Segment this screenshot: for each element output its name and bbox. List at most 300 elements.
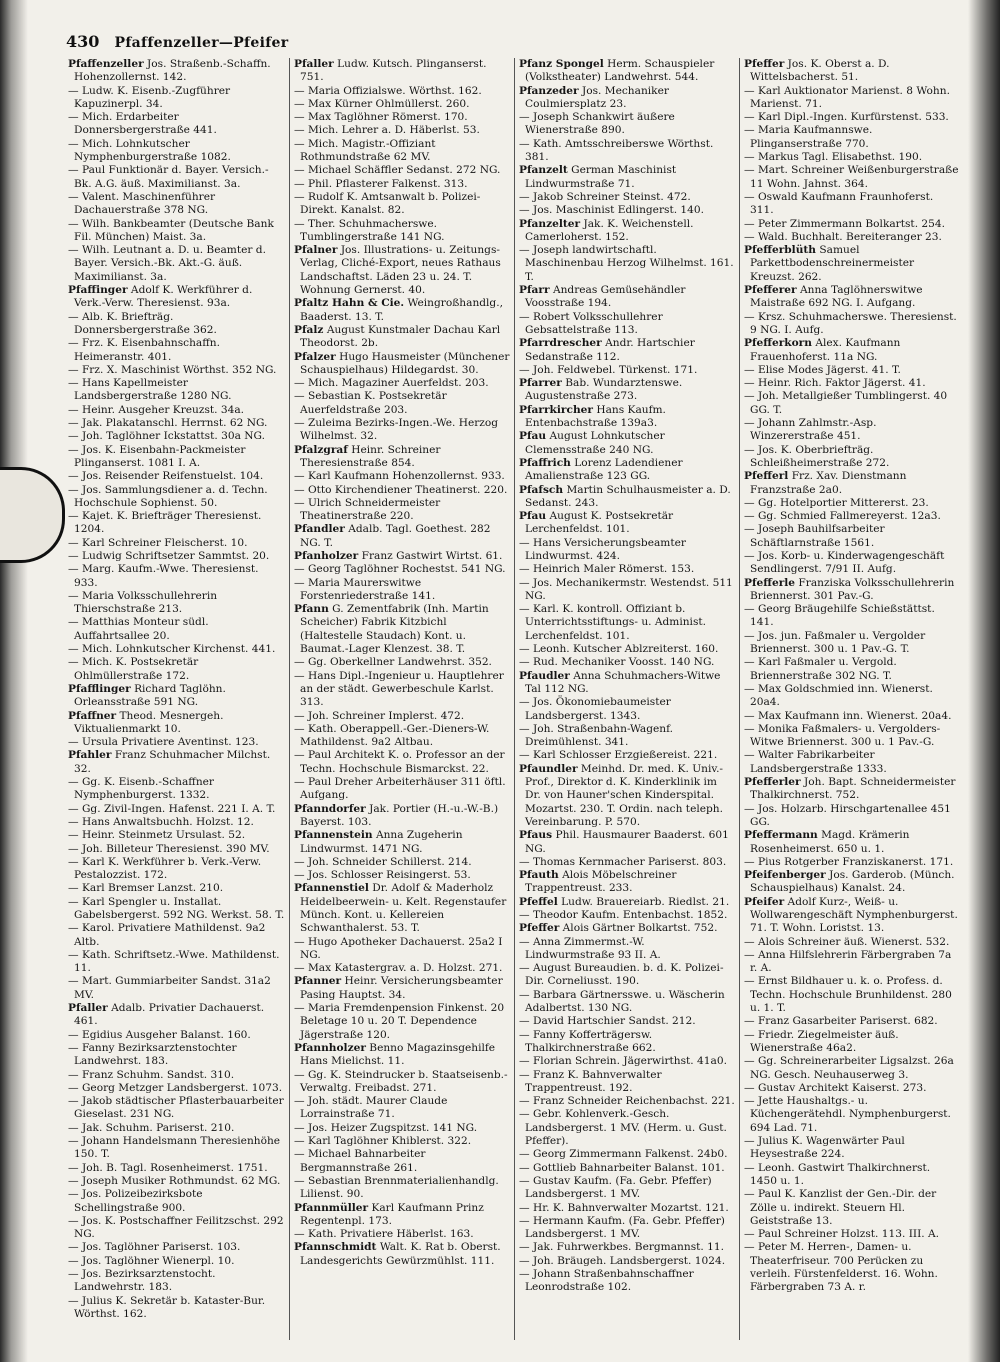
directory-entry bbox=[519, 1095, 735, 1108]
directory-entry bbox=[744, 975, 960, 1015]
entry-surname: Pfaller bbox=[68, 1002, 108, 1015]
entry-surname: Pfefferler bbox=[744, 776, 801, 789]
directory-entry bbox=[68, 1295, 285, 1322]
entry-text: — Barbara Gärtnersswe. u. Wäscherin Adalbertst. 130 NG. bbox=[519, 988, 725, 1015]
entry-text: — Karl K. Werkführer b. Verk.-Verw. Pestalozzist. 172. bbox=[68, 855, 262, 882]
directory-entry bbox=[744, 630, 960, 657]
directory-entry bbox=[68, 1002, 285, 1029]
entry-surname: Pfandler bbox=[294, 523, 345, 536]
directory-entry bbox=[294, 749, 510, 776]
entry-text: — Karl Faßmaler u. Vergold. Briennerstraße 302 NG. T. bbox=[744, 656, 897, 682]
entry-text: — Mich. Lohnkutscher Nymphenburgerstraße 1082. bbox=[68, 137, 231, 164]
directory-entry bbox=[68, 710, 285, 737]
entry-text: — Mich. Lohnkutscher Kirchenst. 441. bbox=[68, 643, 276, 656]
entry-text: — Florian Schrein. Jägerwirthst. 41a0. bbox=[519, 1055, 727, 1068]
directory-entry bbox=[519, 204, 735, 217]
entry-text: August Kunstmaler Dachau Karl Theodorst. 2b. bbox=[300, 323, 501, 350]
directory-entry bbox=[68, 590, 285, 617]
directory-entry bbox=[68, 816, 285, 829]
directory-entry bbox=[519, 1055, 735, 1068]
entry-text: Frz. Xav. Dienstmann Franzstraße 2a0. bbox=[750, 470, 907, 496]
entry-text: Andr. Hartschier Sedanstraße 112. bbox=[525, 337, 695, 363]
directory-entry bbox=[68, 1175, 285, 1188]
entry-text: Jos. Illustrations- u. Zeitungs-Verlag, Cliché-Export, neues Rathaus Landschaftst. Läden 23 u. 24. T. Wohnung Gernerst. 40. bbox=[300, 244, 501, 297]
directory-entry bbox=[68, 656, 285, 683]
entry-text: — Markus Tagl. Elisabethst. 190. bbox=[744, 151, 923, 164]
directory-entry bbox=[744, 1015, 960, 1028]
entry-surname: Pfeffermann bbox=[744, 829, 818, 842]
entry-text: — Alb. K. Briefträg. Donnersbergerstraße 362. bbox=[68, 310, 217, 336]
entry-text: — Kajet. K. Briefträger Theresienst. 1204. bbox=[68, 510, 262, 536]
directory-entry bbox=[68, 1029, 285, 1042]
entry-text: Ludw. Brauereiarb. Riedlst. 21. bbox=[561, 895, 730, 908]
directory-entry bbox=[294, 297, 510, 324]
entry-text: — Anna Hilfslehrerin Färbergraben 7a r. A. bbox=[744, 948, 952, 975]
entry-text: — Oswald Kaufmann Fraunhoferst. 311. bbox=[744, 190, 934, 217]
entry-surname: Pfarrkircher bbox=[519, 403, 593, 416]
entry-surname: Pfarrer bbox=[519, 377, 562, 390]
entry-text: — Karol. Privatiere Mathildenst. 9a2 Altb. bbox=[68, 922, 266, 948]
directory-entry bbox=[519, 457, 735, 484]
entry-text: — Maria Maurerswitwe Forstenriederstraße 141. bbox=[294, 576, 436, 602]
entry-text: — Elise Modes Jägerst. 41. T. bbox=[744, 363, 901, 376]
directory-entry bbox=[68, 1215, 285, 1242]
directory-entry bbox=[519, 1215, 735, 1242]
directory-entry bbox=[519, 962, 735, 989]
directory-entry bbox=[294, 975, 510, 1002]
directory-entry bbox=[519, 922, 735, 935]
entry-text: Alois Gärtner Bolkartst. 752. bbox=[562, 922, 718, 935]
entry-text: — Jak. Fuhrwerkbes. Bergmannst. 11. bbox=[519, 1241, 724, 1254]
directory-entry bbox=[519, 1241, 735, 1254]
directory-entry bbox=[519, 856, 735, 869]
entry-text: — Jos. Korb- u. Kinderwagengeschäft Sendlingerst. 7/91 II. Aufg. bbox=[744, 549, 945, 576]
entry-text: Adalb. Privatier Dachauerst. 461. bbox=[74, 1002, 265, 1028]
directory-entry bbox=[68, 829, 285, 842]
entry-text: Karl Kaufmann Prinz Regentenpl. 173. bbox=[300, 1201, 484, 1227]
directory-entry bbox=[519, 723, 735, 750]
directory-entry bbox=[294, 191, 510, 218]
entry-surname: Pfannschmidt bbox=[294, 1241, 377, 1254]
directory-entry bbox=[744, 603, 960, 630]
entry-text: Richard Taglöhn. Orleansstraße 591 NG. bbox=[74, 682, 226, 709]
entry-text: — Gg. Hotelportier Mittererst. 23. bbox=[744, 496, 929, 509]
entry-text: — Friedr. Ziegelmeister äuß. Wienerstraße 46a2. bbox=[744, 1028, 899, 1054]
entry-text: — Peter M. Herren-, Damen- u. Theaterfriseur. 700 Perücken zu verleih. Fürstenfelderst. 16. Wohn. Färbergraben 73 A. r. bbox=[744, 1241, 938, 1294]
directory-entry bbox=[519, 1202, 735, 1215]
entry-text: — Julius K. Sekretär b. Kataster-Bur. Wörthst. 162. bbox=[68, 1294, 266, 1320]
directory-entry bbox=[68, 1241, 285, 1254]
directory-entry bbox=[294, 390, 510, 417]
entry-text: — Paul Dreher Arbeiterhäuser 311 öftl. Aufgang. bbox=[294, 776, 506, 802]
entry-surname: Pfalner bbox=[294, 244, 338, 257]
entry-surname: Pfaffenzeller bbox=[68, 58, 144, 70]
directory-entry bbox=[68, 803, 285, 816]
directory-entry bbox=[68, 444, 285, 471]
entry-text: — Jos. K. Eisenbahn-Packmeister Plinganserst. 1081 I. A. bbox=[68, 443, 246, 469]
directory-entry bbox=[744, 856, 960, 869]
entry-text: Martin Schulhausmeister a. D. Sedanst. 243. bbox=[525, 483, 731, 509]
entry-text: — Gustav Kaufm. (Fa. Gebr. Pfeffer) Landsbergerst. 1 MV. bbox=[519, 1174, 712, 1201]
entry-text: — David Hartschier Sandst. 212. bbox=[519, 1015, 696, 1028]
entry-text: — Jos. Schlosser Reisingerst. 53. bbox=[294, 869, 471, 882]
directory-entry bbox=[294, 484, 510, 497]
entry-text: — Franz Schneider Reichenbachst. 221. bbox=[519, 1095, 735, 1108]
entry-surname: Pfaudler bbox=[519, 669, 570, 682]
entry-text: — Frz. K. Eisenbahnschaffn. Heimeranstr. 401. bbox=[68, 337, 220, 363]
entry-text: — Heinr. Steinmetz Ursulast. 52. bbox=[68, 829, 246, 842]
directory-entry bbox=[68, 922, 285, 949]
directory-entry bbox=[744, 470, 960, 497]
directory-entry bbox=[744, 523, 960, 550]
directory-entry bbox=[744, 869, 960, 896]
entry-text: — Karl Schlosser Erzgießereist. 221. bbox=[519, 749, 718, 762]
directory-entry bbox=[519, 138, 735, 165]
column-3 bbox=[514, 58, 739, 1340]
directory-entry bbox=[519, 377, 735, 404]
entry-text: — Hans Dipl.-Ingenieur u. Hauptlehrer an der städt. Gewerbeschule Karlst. 313. bbox=[294, 669, 504, 709]
entry-surname: Pfannenstiel bbox=[294, 882, 369, 895]
entry-text: Phil. Hausmaurer Baaderst. 601 NG. bbox=[525, 829, 729, 855]
entry-text: — Jakob Schreiner Steinst. 472. bbox=[519, 190, 691, 203]
directory-entry bbox=[519, 1069, 735, 1096]
directory-entry bbox=[294, 244, 510, 297]
directory-entry bbox=[294, 1042, 510, 1069]
entry-text: — Wald. Buchhalt. Bereiteranger 23. bbox=[744, 230, 942, 243]
directory-entry bbox=[68, 364, 285, 377]
entry-text: — Robert Volksschullehrer Gebsattelstraße 113. bbox=[519, 310, 663, 336]
entry-surname: Pfanz Spongel bbox=[519, 58, 604, 70]
entry-text: — Karl Bremser Lanzst. 210. bbox=[68, 882, 224, 895]
directory-entry bbox=[519, 763, 735, 829]
entry-text: — Paul Funktionär d. Bayer. Versich.-Bk. A.G. äuß. Maximilianst. 3a. bbox=[68, 164, 269, 190]
entry-text: — Jos. Bezirksarztenstocht. Landwehrstr. 183. bbox=[68, 1268, 216, 1294]
directory-entry bbox=[519, 1255, 735, 1268]
running-head: Pfaffenzeller—Pfeifer bbox=[114, 35, 289, 51]
directory-entry bbox=[744, 1135, 960, 1162]
directory-entry bbox=[294, 523, 510, 550]
directory-entry bbox=[68, 164, 285, 191]
directory-entry bbox=[294, 577, 510, 604]
entry-text: — Mich. Magistr.-Offiziant Rothmundstraße 62 MV. bbox=[294, 137, 436, 164]
entry-text: — Sebastian Brennmaterialienhandlg. Lilienst. 90. bbox=[294, 1174, 499, 1201]
entry-surname: Pfauth bbox=[519, 869, 559, 882]
entry-text: Herm. Schauspieler (Volkstheater) Landwehrst. 544. bbox=[525, 58, 715, 84]
entry-text: August Lohnkutscher Clemensstraße 240 NG. bbox=[525, 430, 665, 456]
directory-entry bbox=[519, 164, 735, 191]
directory-entry bbox=[68, 510, 285, 537]
entry-text: — Jos. Mechanikermstr. Westendst. 511 NG. bbox=[519, 576, 733, 602]
entry-surname: Pfeifenberger bbox=[744, 869, 826, 882]
directory-entry bbox=[744, 337, 960, 364]
directory-entry bbox=[519, 364, 735, 377]
directory-entry bbox=[68, 484, 285, 511]
directory-entry bbox=[294, 1175, 510, 1202]
entry-surname: Pfalzer bbox=[294, 350, 336, 363]
entry-text: — Johann Straßenbahnschaffner Leonrodstraße 102. bbox=[519, 1268, 694, 1294]
entry-surname: Pfaffinger bbox=[68, 284, 128, 297]
entry-text: Bab. Wundarztenswe. Augustenstraße 273. bbox=[525, 377, 683, 403]
entry-text: — Joseph Schankwirt äußere Wienerstraße 890. bbox=[519, 111, 675, 137]
entry-surname: Pfahler bbox=[68, 749, 112, 762]
column-2 bbox=[289, 58, 514, 1340]
entry-text: — Mich. Erdarbeiter Donnersbergerstraße 441. bbox=[68, 111, 217, 137]
entry-text: — Gg. Schreinerarbeiter Ligsalzst. 26a NG. Gesch. Neuhauserweg 3. bbox=[744, 1055, 954, 1081]
directory-entry bbox=[68, 404, 285, 417]
entry-text: — Maria Fremdenpension Finkenst. 20 Beletage 10 u. 20 T. Dependence Jägerstraße 120. bbox=[294, 1002, 505, 1041]
entry-text: — Anna Zimmermst.-W. Lindwurmstraße 93 II. A. bbox=[519, 935, 661, 961]
entry-surname: Pfannmüller bbox=[294, 1201, 369, 1214]
entry-text: — Hermann Kaufm. (Fa. Gebr. Pfeffer) Landsbergerst. 1 MV. bbox=[519, 1214, 725, 1241]
entry-text: — Monika Faßmalers- u. Vergolders-Witwe Briennerst. 300 u. 1 Pav.-G. bbox=[744, 722, 941, 749]
entry-text: Franziska Volksschullehrerin Briennerst. 301 Pav.-G. bbox=[750, 576, 955, 602]
directory-entry bbox=[68, 1069, 285, 1082]
entry-text: — Jos. Maschinist Edlingerst. 140. bbox=[519, 204, 705, 217]
directory-entry bbox=[519, 656, 735, 669]
entry-surname: Pfefferl bbox=[744, 470, 789, 483]
entry-text: Lorenz Ladendiener Amalienstraße 123 GG. bbox=[525, 456, 683, 483]
directory-entry bbox=[294, 58, 510, 85]
page-header bbox=[66, 32, 960, 54]
entry-text: Jos. Mechaniker Coulmiersplatz 23. bbox=[525, 84, 669, 110]
entry-text: — Paul Architekt K. o. Professor an der Techn. Hochschule Bismarckst. 22. bbox=[294, 749, 505, 775]
entry-text: — Gottlieb Bahnarbeiter Balanst. 101. bbox=[519, 1161, 725, 1174]
entry-text: — Mich. Lehrer a. D. Häberlst. 53. bbox=[294, 124, 480, 137]
directory-entry bbox=[294, 603, 510, 656]
directory-entry bbox=[68, 284, 285, 311]
entry-text: Anna Zugeherin Lindwurmst. 1471 NG. bbox=[300, 829, 463, 855]
directory-entry bbox=[294, 803, 510, 830]
directory-entry bbox=[744, 1029, 960, 1056]
directory-entry bbox=[294, 111, 510, 124]
entry-surname: Pfarrdrescher bbox=[519, 337, 602, 350]
entry-text: — Joh. städt. Maurer Claude Lorrainstraße 71. bbox=[294, 1095, 448, 1121]
entry-text: — Wilh. Leutnant a. D. u. Beamter d. Bayer. Versich.-Bk. Akt.-G. äuß. Maximilianst. 3a. bbox=[68, 244, 266, 283]
directory-entry bbox=[68, 191, 285, 218]
entry-surname: Pfefferkorn bbox=[744, 337, 812, 350]
directory-entry bbox=[68, 550, 285, 563]
directory-entry bbox=[68, 138, 285, 165]
entry-text: — Kath. Oberappell.-Ger.-Dieners-W. Mathildenst. 9a2 Altbau. bbox=[294, 722, 490, 749]
entry-text: — Hans Kapellmeister Landsbergerstraße 1280 NG. bbox=[68, 377, 232, 403]
entry-text: Jos. Garderob. (Münch. Schauspielhaus) Kanalst. 24. bbox=[750, 869, 955, 895]
entry-text: — Ulrich Schneidermeister Theatinerstraße 220. bbox=[294, 496, 441, 523]
directory-entry bbox=[519, 85, 735, 112]
directory-entry bbox=[519, 311, 735, 338]
directory-entry bbox=[519, 111, 735, 138]
directory-entry bbox=[294, 962, 510, 975]
directory-entry bbox=[519, 191, 735, 204]
entry-text: — Karl Kaufmann Hohenzollernst. 933. bbox=[294, 470, 505, 483]
directory-entry bbox=[519, 218, 735, 245]
directory-entry bbox=[744, 936, 960, 949]
entry-surname: Pfarr bbox=[519, 284, 550, 297]
directory-entry bbox=[68, 537, 285, 550]
entry-text: — Kath. Privatiere Häberlst. 163. bbox=[294, 1228, 474, 1241]
directory-entry bbox=[519, 1108, 735, 1148]
entry-text: August K. Postsekretär Lerchenfeldst. 101. bbox=[525, 510, 674, 536]
directory-entry bbox=[744, 497, 960, 510]
entry-text: — Jos. Reisender Reifenstuelst. 104. bbox=[68, 470, 264, 483]
directory-entry bbox=[294, 869, 510, 882]
directory-entry bbox=[744, 683, 960, 710]
directory-entry bbox=[744, 550, 960, 577]
directory-entry bbox=[294, 1095, 510, 1122]
entry-text: — Joh. Bräugeh. Landsbergerst. 1024. bbox=[519, 1254, 726, 1267]
column-4 bbox=[739, 58, 964, 1340]
directory-entry bbox=[519, 284, 735, 311]
entry-text: — Jos. Sammlungsdiener a. d. Techn. Hochschule Sophienst. 50. bbox=[68, 483, 268, 509]
entry-text: — Max Kaufmann inn. Wienerst. 20a4. bbox=[744, 709, 952, 722]
directory-entry bbox=[68, 1255, 285, 1268]
directory-entry bbox=[744, 1082, 960, 1095]
directory-entry bbox=[519, 1268, 735, 1295]
directory-entry bbox=[294, 1002, 510, 1042]
entry-text: — Hr. K. Bahnverwalter Mozartst. 121. bbox=[519, 1201, 729, 1214]
directory-entry bbox=[294, 85, 510, 98]
directory-entry bbox=[744, 284, 960, 311]
entry-text: — Phil. Pflasterer Falkenst. 313. bbox=[294, 177, 468, 190]
directory-entry bbox=[744, 829, 960, 856]
directory-entry bbox=[744, 1188, 960, 1228]
entry-text: Hans Kaufm. Entenbachstraße 139a3. bbox=[525, 403, 666, 430]
entry-text: Theod. Mesnergeh. Viktualienmarkt 10. bbox=[74, 709, 224, 735]
entry-text: Adolf Kurz-, Weiß- u. Wollwarengeschäft Nymphenburgerst. 71. T. Wohn. Loristst. 13. bbox=[750, 895, 958, 935]
entry-text: — Georg Zimmermann Falkenst. 24b0. bbox=[519, 1148, 728, 1161]
entry-text: Anna Taglöhnerswitwe Maistraße 692 NG. I. Aufgang. bbox=[750, 284, 923, 310]
entry-text: — Jos. jun. Faßmaler u. Vergolder Briennerst. 300 u. 1 Pav.-G. T. bbox=[744, 629, 926, 656]
entry-text: — Joh. Taglöhner Ickstattst. 30a NG. bbox=[68, 430, 265, 443]
directory-entry bbox=[519, 643, 735, 656]
entry-text: — Michael Schäffler Sedanst. 272 NG. bbox=[294, 164, 501, 177]
entry-surname: Pfann bbox=[294, 603, 329, 616]
entry-text: — Sebastian K. Postsekretär Auerfeldstraße 203. bbox=[294, 390, 447, 416]
entry-surname: Pfafflinger bbox=[68, 682, 131, 695]
entry-surname: Pfaundler bbox=[519, 762, 578, 775]
entry-text: — Zuleima Bezirks-Ingen.-We. Herzog Wilhelmst. 32. bbox=[294, 417, 499, 443]
directory-entry bbox=[744, 124, 960, 151]
entry-surname: Pfalz bbox=[294, 323, 324, 336]
directory-entry bbox=[744, 111, 960, 124]
directory-entry bbox=[744, 749, 960, 776]
directory-entry bbox=[744, 151, 960, 164]
entry-text: — Ernst Bildhauer u. k. o. Profess. d. Techn. Hochschule Brunhildenst. 280 u. 1. T. bbox=[744, 975, 952, 1015]
entry-text: — Maria Offizialswe. Wörthst. 162. bbox=[294, 84, 482, 97]
directory-entry bbox=[68, 736, 285, 749]
directory-entry bbox=[744, 656, 960, 683]
directory-entry bbox=[68, 337, 285, 364]
directory-entry bbox=[744, 776, 960, 803]
directory-entry bbox=[744, 1055, 960, 1082]
directory-entry bbox=[519, 430, 735, 457]
entry-text: — Alois Schreiner äuß. Wienerst. 532. bbox=[744, 935, 950, 948]
entry-text: G. Zementfabrik (Inh. Martin Scheicher) Fabrik Kitzbichl (Haltestelle Staudach) Kont. u. Baumat.-Lager Klenzest. 38. T. bbox=[300, 603, 489, 656]
directory-entry bbox=[68, 1162, 285, 1175]
directory-entry bbox=[68, 417, 285, 430]
entry-text: Hugo Hausmeister (Münchener Schauspielhaus) Hildegardst. 30. bbox=[300, 350, 510, 376]
directory-columns bbox=[64, 58, 966, 1340]
entry-text: — Thomas Kernmacher Pariserst. 803. bbox=[519, 855, 727, 868]
entry-surname: Pfefferer bbox=[744, 284, 797, 297]
entry-text: — Paul K. Kanzlist der Gen.-Dir. der Zölle u. indirekt. Steuern Hl. Geiststraße 13. bbox=[744, 1188, 937, 1227]
entry-text: Jos. Straßenb.-Schaffn. Hohenzollernst. 142. bbox=[74, 58, 271, 84]
entry-surname: Pfanndorfer bbox=[294, 802, 366, 815]
entry-text: — Joh. Straßenbahn-Wagenf. Dreimühlenst. 341. bbox=[519, 722, 674, 749]
directory-entry bbox=[519, 484, 735, 511]
directory-entry bbox=[68, 1042, 285, 1069]
directory-entry bbox=[294, 710, 510, 723]
entry-text: — Karl Taglöhner Khiblerst. 322. bbox=[294, 1135, 472, 1148]
entry-text: Heinr. Schreiner Theresienstraße 854. bbox=[300, 443, 441, 469]
directory-entry bbox=[68, 843, 285, 856]
directory-entry bbox=[519, 537, 735, 564]
directory-entry bbox=[294, 124, 510, 137]
directory-entry bbox=[744, 510, 960, 523]
entry-text: Andreas Gemüsehändler Voosstraße 194. bbox=[525, 284, 686, 310]
directory-entry bbox=[744, 803, 960, 830]
entry-text: German Maschinist Lindwurmstraße 71. bbox=[525, 164, 677, 190]
directory-entry bbox=[68, 856, 285, 883]
directory-entry bbox=[294, 164, 510, 177]
directory-entry bbox=[519, 1029, 735, 1056]
entry-text: — Gg. Oberkellner Landwehrst. 352. bbox=[294, 656, 492, 669]
entry-text: — Leonh. Kutscher Ablzreiterst. 160. bbox=[519, 643, 719, 656]
entry-text: — Fanny Bezirksarztenstochter Landwehrst. 183. bbox=[68, 1041, 237, 1068]
directory-entry bbox=[68, 616, 285, 643]
entry-text: — Gebr. Kohlenverk.-Gesch. Landsbergerst. 1 MV. (Herm. u. Gust. Pfeffer). bbox=[519, 1108, 727, 1148]
directory-entry bbox=[294, 1228, 510, 1241]
directory-entry bbox=[744, 311, 960, 338]
entry-text: — Theodor Kaufm. Entenbachst. 1852. bbox=[519, 909, 728, 921]
entry-text: — Max Taglöhner Römerst. 170. bbox=[294, 111, 468, 124]
entry-text: — Jos. K. Oberbriefträg. Schleißheimerstraße 272. bbox=[744, 443, 890, 469]
entry-text: — Jos. K. Postschaffner Feilitzschst. 292 NG. bbox=[68, 1214, 284, 1241]
entry-text: — Egidius Ausgeher Balanst. 160. bbox=[68, 1028, 251, 1041]
directory-entry bbox=[519, 989, 735, 1016]
entry-text: — Joh. Feldwebel. Türkenst. 171. bbox=[519, 363, 698, 376]
directory-entry bbox=[68, 1188, 285, 1215]
entry-text: Ludw. Kutsch. Plinganserst. 751. bbox=[300, 58, 487, 84]
entry-text: Jos. K. Oberst a. D. Wittelsbacherst. 51. bbox=[750, 58, 890, 84]
directory-entry bbox=[519, 1175, 735, 1202]
entry-text: — Karl Schreiner Fleischerst. 10. bbox=[68, 536, 248, 549]
directory-entry bbox=[294, 656, 510, 669]
directory-entry bbox=[294, 1241, 510, 1268]
entry-text: — Joh. Billeteur Theresienst. 390 MV. bbox=[68, 842, 270, 855]
directory-entry bbox=[519, 909, 735, 922]
directory-entry bbox=[68, 377, 285, 404]
entry-text: Benno Magazinsgehilfe Hans Mielichst. 11. bbox=[300, 1041, 496, 1068]
entry-surname: Pfalzgraf bbox=[294, 443, 348, 456]
entry-text: — Gustav Architekt Kaiserst. 273. bbox=[744, 1081, 927, 1094]
entry-text: — Peter Zimmermann Bolkartst. 254. bbox=[744, 217, 946, 230]
directory-entry bbox=[294, 1069, 510, 1096]
entry-text: — Mart. Schreiner Weißenburgerstraße 11 Wohn. Jahnst. 364. bbox=[744, 164, 959, 190]
entry-text: Samuel Parkettbodenschreinermeister Kreuzst. 262. bbox=[750, 244, 915, 283]
entry-text: — Jak. Schuhm. Pariserst. 210. bbox=[68, 1121, 235, 1134]
entry-text: Magd. Krämerin Rosenheimerst. 650 u. 1. bbox=[750, 829, 910, 855]
directory-entry bbox=[294, 550, 510, 563]
directory-entry bbox=[744, 417, 960, 444]
entry-surname: Pfaffrich bbox=[519, 456, 571, 469]
entry-text: Heinr. Versicherungsbeamter Pasing Hauptst. 34. bbox=[300, 975, 503, 1001]
entry-text: — Jak. Plakatanschl. Herrnst. 62 NG. bbox=[68, 417, 268, 430]
directory-entry bbox=[519, 1148, 735, 1161]
entry-surname: Pfanner bbox=[294, 975, 342, 988]
directory-entry bbox=[68, 218, 285, 245]
entry-text: — Jos. Ökonomiebaumeister Landsbergerst. 1343. bbox=[519, 696, 671, 722]
directory-entry bbox=[294, 723, 510, 750]
